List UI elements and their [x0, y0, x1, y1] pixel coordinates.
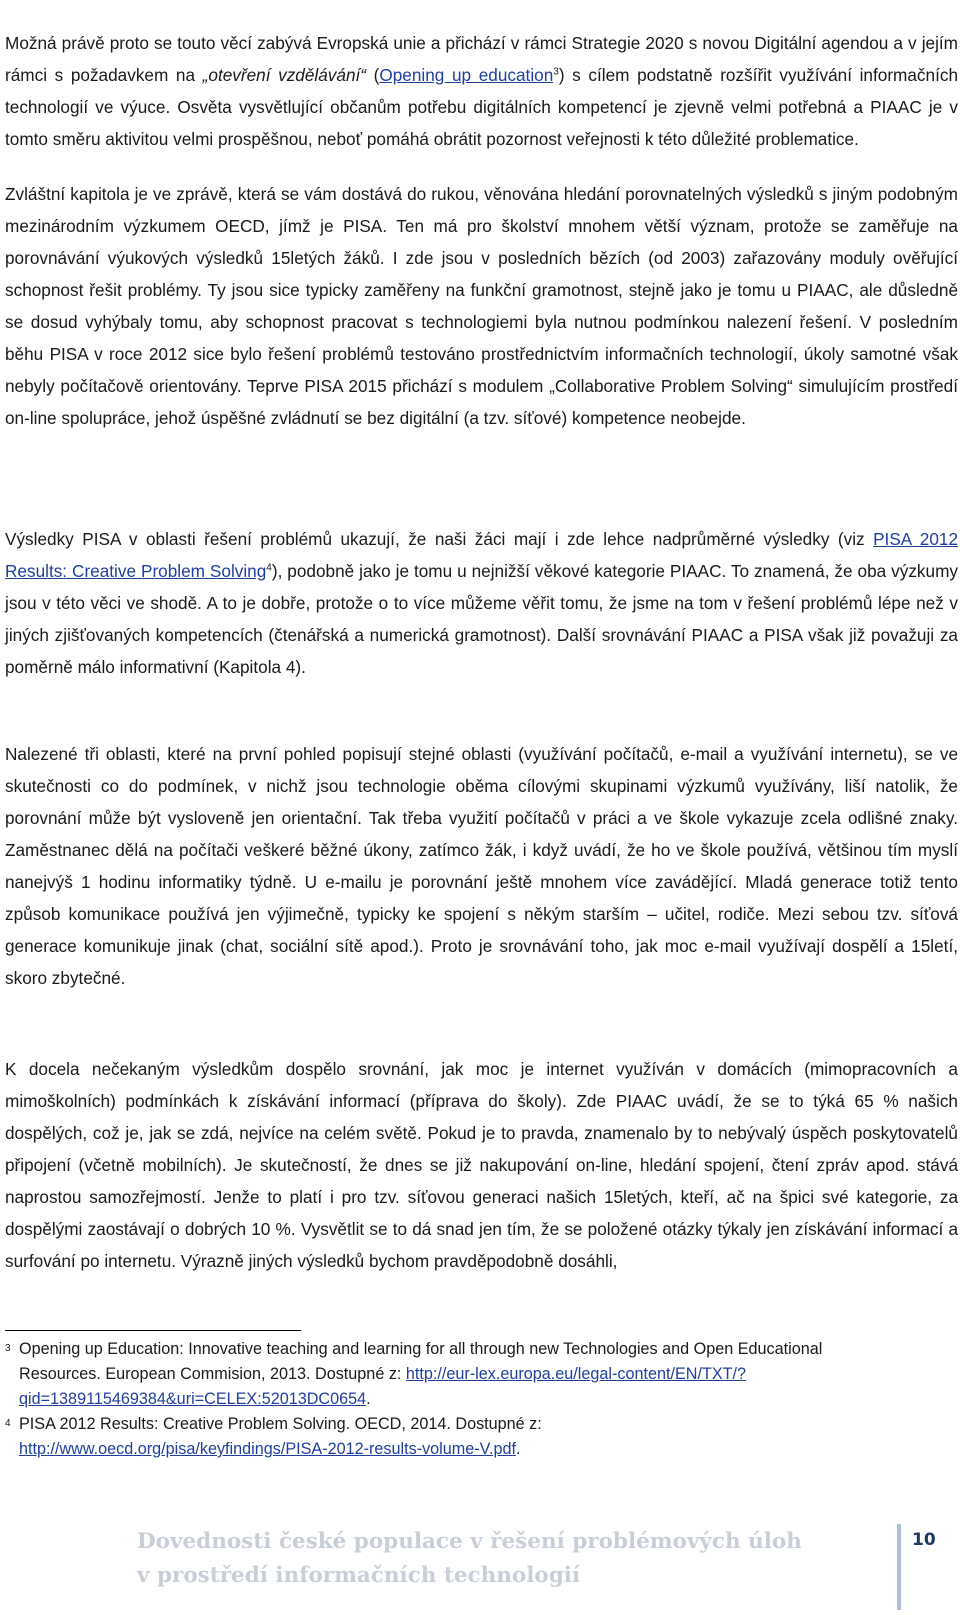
- paragraph-3-text-end: ), podobně jako je tomu u nejnižší věkové kategorie PIAAC. To znamená, že oba výzkumy jsou v této věci ve shodě. A to je dobře, protože o to více můžeme věřit tomu, že jsme na tom v řešení problémů lépe než v jiných zjišťovaných kompetencích (čtenářská a numerická gramotnost). Další srovnávání PIAAC a PISA však již považuji za poměrně málo informativní (Kapitola 4).: [5, 561, 958, 677]
- footer-title: [137, 1525, 897, 1593]
- footer-title-line-1: Dovednosti české populace v řešení problémových úloh: [137, 1529, 802, 1554]
- footnote-3: [5, 1337, 905, 1412]
- oecd-link[interactable]: http://www.oecd.org/pisa/keyfindings/PISA-2012-results-volume-V.pdf: [19, 1440, 516, 1458]
- paren-open: (: [366, 65, 380, 85]
- footnote-end: .: [515, 1440, 521, 1458]
- paragraph-5: K docela nečekaným výsledkům dospělo srovnání, jak moc je internet využíván v domácích (mimopracovních a mimoškolních) podmínkách k získávání informací (příprava do školy). Zde PIAAC uvádí, že se to týká 65 % našich dospělých, což je, jak se zdá, nejvíce na celém světě. Pokud je to pravda, znamenalo by to nebývalý úspěch poskytovatelů připojení (včetně mobilních). Je skutečností, že dnes se již nakupování on-line, hledání spojení, čtení zpráv apod. stává naprostou samozřejmostí. Jenže to platí i pro tzv. síťovou generaci našich 15letých, kteří, ač na špici své kategorie, za dospělými zaostávají o dobrých 10 %. Vysvětlit se to dá snad jen tím, že se položené otázky týkaly jen získávání informací a surfování po internetu. Výrazně jiných výsledků bychom pravděpodobně dosáhli,: [5, 1059, 958, 1271]
- paragraph-3: [5, 523, 958, 683]
- footnote-text: Opening up Education: Innovative teaching and learning for all through new Technologies and Open Educational Resources. European Commision, 2013. Dostupné z:: [19, 1340, 823, 1383]
- opening-up-education-link[interactable]: Opening up education: [379, 65, 554, 85]
- paragraph-4: Nalezené tři oblasti, které na první pohled popisují stejné oblasti (využívání počítačů, e-mail a využívání internetu), se ve skutečnosti co do podmínek, v nichž jsou technologie oběma cílovými skupinami výzkumů využívány, liší natolik, že porovnání může být vysloveně jen orientační. Tak třeba využití počítačů v práci a ve škole vykazuje zcela odlišné znaky. Zaměstnanec dělá na počítači veškeré běžné úkony, zatímco žák, i když uvádí, že ho ve škole používá, většinou tím myslí nanejvýš 1 hodinu informatiky týdně. U e-mailu je porovnání ještě mnohem více zavádějící. Mladá generace totiž tento způsob komunikace používá jen výjimečně, typicky ke spojení s někým starším – učitel, rodiče. Mezi sebou tzv. síťová generace komunikuje jinak (chat, sociální sítě apod.). Proto je srovnávání toho, jak moc e-mail využívají dospělí a 15letí, skoro zbytečné.: [5, 744, 958, 988]
- paragraph-2: Zvláštní kapitola je ve zprávě, která se vám dostává do rukou, věnována hledání porovnatelných výsledků s jiným podobným mezinárodním výzkumem OECD, jímž je PISA. Ten má pro školství mnohem větší význam, protože se zaměřuje na porovnávání výukových výsledků 15letých žáků. I zde jsou v posledních bězích (od 2003) zařazovány moduly ověřující schopnost řešit problémy. Ty jsou sice typicky zaměřeny na funkční gramotnost, stejně jako je tomu u PIAAC, ale důsledně se dosud vyhýbaly tomu, aby schopnost pracovat s technologiemi byla nutnou podmínkou nalezení řešení. V posledním běhu PISA v roce 2012 sice bylo řešení problémů testováno prostřednictvím informačních technologií, úkoly samotné však nebyly počítačově orientovány. Teprve PISA 2015 přichází s modulem „Collaborative Problem Solving“ simulujícím prostředí on-line spolupráce, jehož úspěšné zvládnutí se bez digitální (a tzv. síťové) kompetence neobejde.: [5, 184, 958, 428]
- paragraph-3-text: Výsledky PISA v oblasti řešení problémů ukazují, že naši žáci mají i zde lehce nadprůměrné výsledky (viz: [5, 529, 874, 549]
- paragraph-1-text-end: ) s cílem podstatně rozšířit využívání informačních technologií ve výuce. Osvěta vysvětlující občanům potřebu digitálních kompetencí je zjevně velmi potřebná a PIAAC je v tomto směru aktivitou velmi prospěšnou, neboť pomáhá obrátit pozornost veřejnosti k této důležité problematice.: [5, 65, 958, 149]
- footnote-separator: [5, 1330, 301, 1331]
- page-footer: [137, 1525, 897, 1605]
- paragraph-1: [5, 27, 958, 155]
- footnote-ref-3[interactable]: 3: [553, 66, 559, 78]
- footnote-number: 4: [5, 1418, 11, 1429]
- footnote-ref-4[interactable]: 4: [266, 562, 272, 574]
- page-number: 10: [912, 1530, 936, 1550]
- pisa-2012-results-link[interactable]: PISA 2012 Results: Creative Problem Solving: [5, 529, 958, 581]
- footnote-text: PISA 2012 Results: Creative Problem Solving. OECD, 2014. Dostupné z:: [19, 1415, 542, 1433]
- paragraph-1-text: Možná právě proto se touto věcí zabývá Evropská unie a přichází v rámci Strategie 2020 s novou Digitální agendou a v jejím rámci s požadavkem na: [5, 33, 958, 85]
- footnote-end: .: [366, 1390, 371, 1408]
- footnote-4: [5, 1412, 905, 1462]
- eur-lex-link[interactable]: http://eur-lex.europa.eu/legal-content/EN/TXT/?qid=1389115469384&uri=CELEX:52013DC0654: [19, 1365, 747, 1408]
- footnotes: [5, 1337, 905, 1462]
- footnote-number: 3: [5, 1343, 11, 1354]
- quote-open-education: „otevření vzdělávání“: [202, 65, 367, 85]
- footer-divider: [897, 1524, 901, 1610]
- footer-title-line-2: v prostředí informačních technologií: [137, 1563, 581, 1588]
